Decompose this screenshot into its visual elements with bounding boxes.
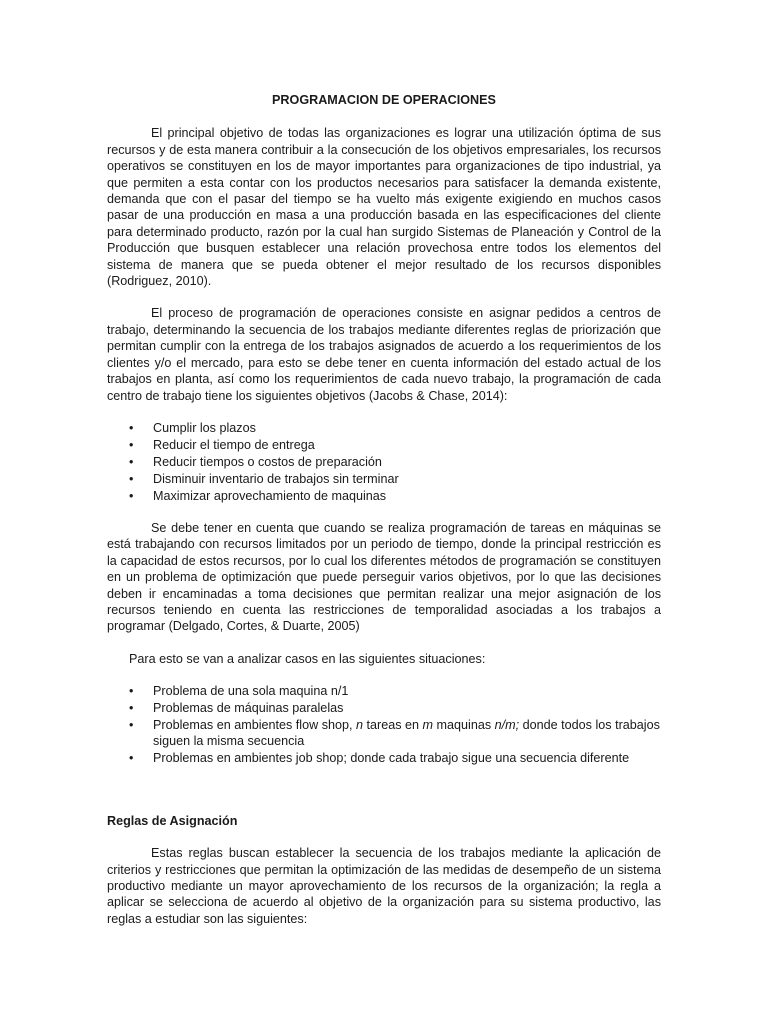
- bullet-icon: •: [129, 420, 134, 435]
- bullet-icon: •: [129, 471, 134, 486]
- bullet-icon: •: [129, 437, 134, 452]
- section-heading: Reglas de Asignación: [107, 813, 238, 828]
- list-item: • Problema de una sola maquina n/1: [129, 684, 349, 699]
- list-item: • Problemas de máquinas paralelas: [129, 701, 344, 716]
- paragraph-intro: El principal objetivo de todas las organizaciones es lograr una utilización óptima de sus recursos y de esta manera contribuir a la consecución de los objetivos empresariales, los recursos operativos se constituyen en los de mayor importantes para organizaciones de tipo industrial, ya que permiten a esta contar con los productos necesarios para satisfacer la demanda existente, demanda que con el pasar del tiempo se ha vuelto más exigente exigiendo en muchos casos pasar de una producción en masa a una producción basada en las especificaciones del cliente para determinado producto, razón por la cual han surgido Sistemas de Planeación y Control de la Producción que busquen establecer una relación provechosa entre todos los elementos del sistema de manera que se pueda obtener el mejor resultado de los recursos disponibles (Rodriguez, 2010).: [107, 126, 661, 289]
- bullet-icon: •: [129, 454, 134, 469]
- bullet-icon: •: [129, 718, 134, 732]
- bullet-icon: •: [129, 488, 134, 503]
- list-item: • Disminuir inventario de trabajos sin terminar: [129, 471, 399, 486]
- paragraph-limited-resources: Se debe tener en cuenta que cuando se realiza programación de tareas en máquinas se está trabajando con recursos limitados por un periodo de tiempo, donde la principal restricción es la capacidad de estos recursos, por lo cual los diferentes métodos de programación se constituyen en un problema de optimización que puede perseguir varios objetivos, por lo que las decisiones deben ir encaminadas a toma decisiones que permitan realizar una mejor asignación de los recursos teniendo en cuenta las restricciones de temporalidad asociadas a los trabajos a programar (Delgado, Cortes, & Duarte, 2005): [107, 520, 661, 634]
- list-item: • Problemas en ambientes flow shop, n tareas en m maquinas n/m; donde todos los trabajos siguen la misma secuencia: [129, 718, 660, 749]
- list-item: • Maximizar aprovechamiento de maquinas: [129, 488, 387, 503]
- objectives-list: [107, 420, 661, 504]
- cases-list: [107, 683, 661, 767]
- list-item: • Reducir el tiempo de entrega: [129, 437, 315, 452]
- bullet-icon: •: [129, 701, 134, 716]
- paragraph-cases-intro: Para esto se van a analizar casos en las siguientes situaciones:: [129, 651, 486, 666]
- paragraph-assignment-rules: Estas reglas buscan establecer la secuencia de los trabajos mediante la aplicación de criterios y restricciones que permitan la optimización de las medidas de desempeño de un sistema productivo mediante un mayor aprovechamiento de los recursos de la organización; la regla a aplicar se selecciona de acuerdo al objetivo de la organización para su sistema productivo, las reglas a estudiar son las siguientes:: [107, 846, 661, 926]
- list-item: • Reducir tiempos o costos de preparación: [129, 454, 382, 469]
- list-item: • Cumplir los plazos: [129, 420, 256, 435]
- bullet-icon: •: [129, 751, 134, 766]
- list-item: • Problemas en ambientes job shop; donde cada trabajo sigue una secuencia diferente: [129, 751, 630, 766]
- bullet-icon: •: [129, 684, 134, 699]
- document-title: PROGRAMACION DE OPERACIONES: [272, 93, 496, 107]
- paragraph-programming-process: El proceso de programación de operaciones consiste en asignar pedidos a centros de trabajo, determinando la secuencia de los trabajos mediante diferentes reglas de priorización que permitan cumplir con la entrega de los trabajos asignados de acuerdo a los requerimientos de los clientes y/o el mercado, para esto se debe tener en cuenta información del estado actual de los trabajos en planta, así como los requerimientos de cada nuevo trabajo, la programación de cada centro de trabajo tiene los siguientes objetivos (Jacobs & Chase, 2014):: [107, 306, 661, 403]
- document-page: [107, 92, 661, 943]
